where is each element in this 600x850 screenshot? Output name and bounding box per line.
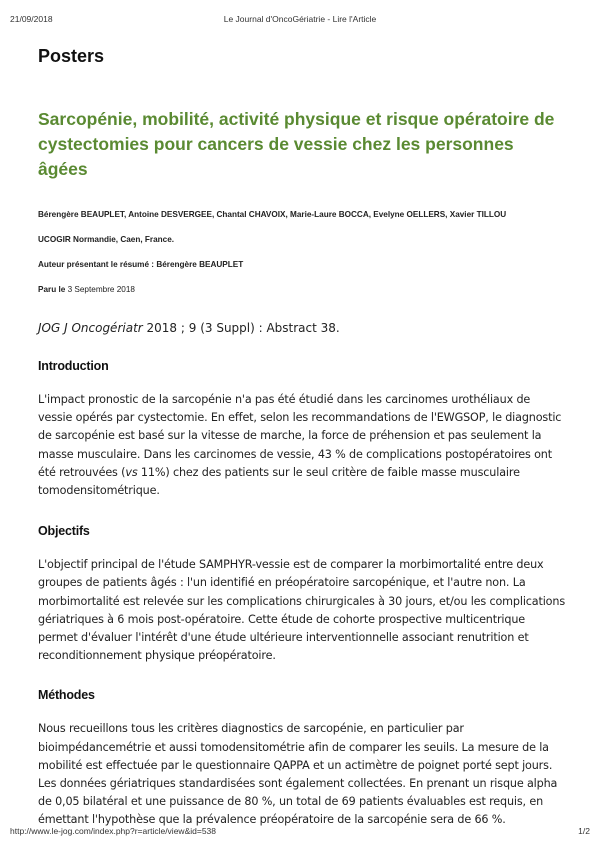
introduction-text-vs: vs	[125, 465, 138, 479]
citation-journal: JOG J Oncogériatr	[38, 321, 143, 335]
introduction-heading: Introduction	[38, 359, 109, 373]
objectifs-text: L'objectif principal de l'étude SAMPHYR-vessie est de comparer la morbimortalité entre deux groupes de patients âgés : l'un identifié en préopératoire sarcopénique, et l'autre non. La morbimortalité est relevée sur les complications chirurgicales à 30 jours, et/ou les complications gériatriques à 6 mois post-opératoire. Cette étude de cohorte prospective multicentrique permet d'évaluer l'intérêt d'une étude ultérieure interventionnelle associant renutrition et reconditionnement physique préopératoire.	[38, 558, 565, 663]
article-title: Sarcopénie, mobilité, activité physique et risque opératoire de cystectomies pour cancers de vessie chez les personnes âgées	[38, 109, 555, 179]
print-site-title: Le Journal d'OncoGériatrie - Lire l'Article	[223, 14, 377, 24]
article-content	[38, 46, 566, 830]
citation-details: 2018 ; 9 (3 Suppl) : Abstract 38.	[146, 321, 340, 335]
presenter-label: Auteur présentant le résumé :	[38, 260, 155, 269]
article-authors: Bérengère BEAUPLET, Antoine DESVERGEE, Chantal CHAVOIX, Marie-Laure BOCCA, Evelyne OELLERS, Xavier TILLOU	[38, 210, 507, 219]
methodes-heading: Méthodes	[38, 688, 95, 703]
published-label: Paru le	[38, 285, 66, 294]
article-affiliation: UCOGIR Normandie, Caen, France.	[38, 235, 175, 244]
article-published	[38, 285, 566, 294]
presenter-name: Bérengère BEAUPLET	[156, 260, 244, 269]
article-presenter	[38, 260, 566, 269]
print-url[interactable]: http://www.le-jog.com/index.php?r=article/view&id=538	[10, 826, 216, 836]
print-date: 21/09/2018	[10, 14, 53, 24]
page-number: 1/2	[578, 826, 590, 836]
introduction-text-part-b: 11%) chez des patients sur le seul critère de faible masse musculaire tomodensitométrique.	[38, 465, 520, 498]
introduction-text-part-a: L'impact pronostic de la sarcopénie n'a pas été étudié dans les carcinomes urothéliaux de vessie opérés par cystectomie. En effet, selon les recommandations de l'EWGSOP, le diagnostic de sarcopénie est basé sur la vitesse de marche, la force de préhension et pas seulement la masse musculaire. Dans les carcinomes de vessie, 43 % de complications postopératoires ont été retrouvées (	[38, 393, 562, 479]
introduction-text	[38, 391, 566, 500]
objectifs-heading: Objectifs	[38, 524, 90, 539]
section-heading: Posters	[38, 46, 105, 66]
article-citation	[38, 321, 566, 335]
published-date: 3 Septembre 2018	[67, 285, 135, 294]
methodes-text: Nous recueillons tous les critères diagnostics de sarcopénie, en particulier par bioimpédancemétrie et aussi tomodensitométrie afin de comparer les seuils. La mesure de la mobilité est effectuée par le questionnaire QAPPA et un actimètre de poignet porté sept jours. Les données gériatriques standardisées sont également collectées. En prenant un risque alpha de 0,05 bilatéral et une puissance de 80 %, un total de 69 patients évaluables est requis, en émettant l'hypothèse que la prévalence préopératoire de la sarcopénie sera de 66 %.	[38, 722, 558, 827]
